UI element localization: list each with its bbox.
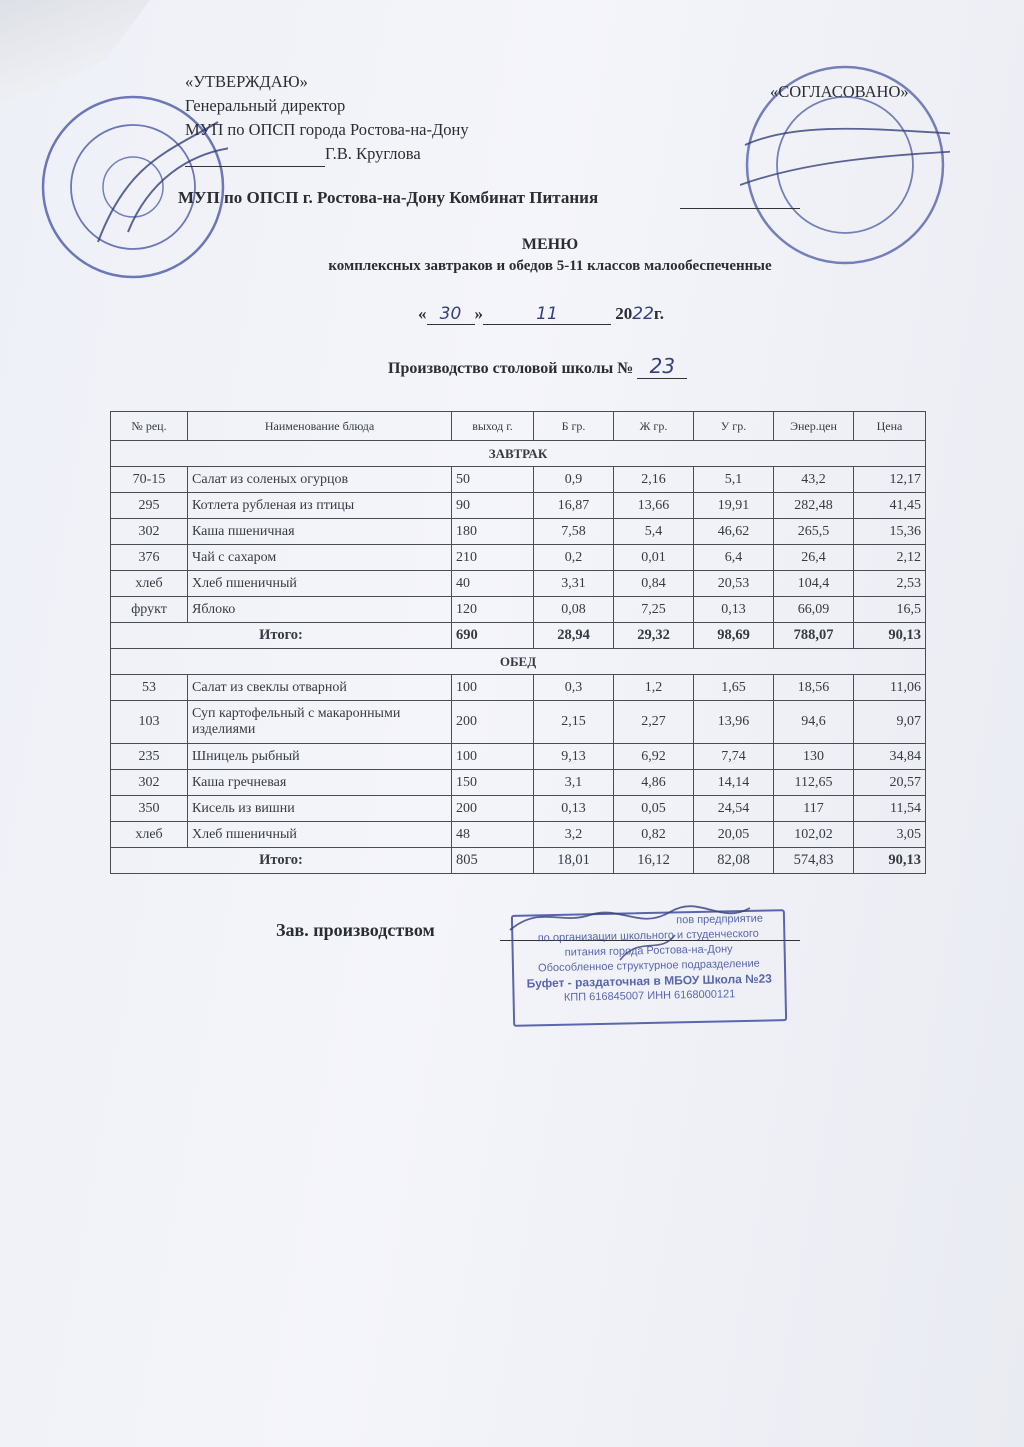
approval-signatory-line — [185, 142, 469, 167]
col-fat: Ж гр. — [614, 412, 694, 441]
table-row: 350 Кисель из вишни 200 0,13 0,05 24,54 117 11,54 — [111, 796, 926, 822]
production-label: Производство столовой школы № 23 — [388, 354, 687, 379]
col-protein: Б гр. — [534, 412, 614, 441]
table-row: 103 Суп картофельный с макаронными изделиями 200 2,15 2,27 13,96 94,6 9,07 — [111, 701, 926, 744]
table-row: 295 Котлета рубленая из птицы 90 16,87 13,66 19,91 282,48 41,45 — [111, 493, 926, 519]
table-row: хлеб Хлеб пшеничный 48 3,2 0,82 20,05 102,02 3,05 — [111, 822, 926, 848]
col-price: Цена — [854, 412, 926, 441]
col-yield: выход г. — [452, 412, 534, 441]
breakfast-total-row: Итого: 690 28,94 29,32 98,69 788,07 90,13 — [111, 623, 926, 649]
table-row: 70-15 Салат из соленых огурцов 50 0,9 2,16 5,1 43,2 12,17 — [111, 467, 926, 493]
company-name: МУП по ОПСП г. Ростова-на-Дону Комбинат Питания — [178, 188, 599, 207]
menu-table — [110, 411, 926, 874]
agreed-heading: «СОГЛАСОВАНО» — [770, 82, 909, 101]
table-header-row — [111, 412, 926, 441]
section-lunch: ОБЕД — [111, 649, 926, 675]
date-day: 30 — [427, 304, 475, 325]
menu-subtitle: комплексных завтраков и обедов 5-11 классов малообеспеченные — [328, 258, 772, 274]
table-row: 376 Чай с сахаром 210 0,2 0,01 6,4 26,4 2,12 — [111, 545, 926, 571]
rectangular-stamp: пов предприятие по организации школьного и студенческого питания города Ростова-на-Дону Обособленное структурное подразделение Буфет - раздаточная в МБОУ Школа №23 КПП 616845007 ИНН 6168000121 — [511, 909, 787, 1027]
table-row: 53 Салат из свеклы отварной 100 0,3 1,2 1,65 18,56 11,06 — [111, 675, 926, 701]
lunch-total-row: Итого: 805 18,01 16,12 82,08 574,83 90,13 — [111, 848, 926, 874]
menu-title: МЕНЮ — [521, 236, 579, 253]
company-underline — [680, 208, 800, 209]
head-of-production-label: Зав. производством — [276, 920, 435, 940]
date-month: 11 — [483, 304, 611, 325]
table-row: 302 Каша гречневая 150 3,1 4,86 14,14 112,65 20,57 — [111, 770, 926, 796]
table-row: хлеб Хлеб пшеничный 40 3,31 0,84 20,53 104,4 2,53 — [111, 571, 926, 597]
section-breakfast: ЗАВТРАК — [111, 441, 926, 467]
table-row: фрукт Яблоко 120 0,08 7,25 0,13 66,09 16,5 — [111, 597, 926, 623]
approval-signatory: Г.В. Круглова — [325, 144, 421, 163]
date-year: 22 — [632, 304, 654, 324]
school-number: 23 — [637, 354, 687, 379]
approval-heading: «УТВЕРЖДАЮ» — [185, 72, 308, 91]
table-row: 302 Каша пшеничная 180 7,58 5,4 46,62 265,5 15,36 — [111, 519, 926, 545]
table-row: 235 Шницель рыбный 100 9,13 6,92 7,74 130 34,84 — [111, 744, 926, 770]
approval-block — [185, 70, 469, 167]
col-energy: Энер.цен — [774, 412, 854, 441]
approval-org: МУП по ОПСП города Ростова-на-Дону — [185, 120, 469, 139]
approval-position: Генеральный директор — [185, 96, 346, 115]
col-dish: Наименование блюда — [188, 412, 452, 441]
col-carbs: У гр. — [694, 412, 774, 441]
handwritten-signature — [500, 900, 770, 970]
col-recipe: № рец. — [111, 412, 188, 441]
menu-date: « 30 » 11 2022г. — [418, 304, 664, 324]
